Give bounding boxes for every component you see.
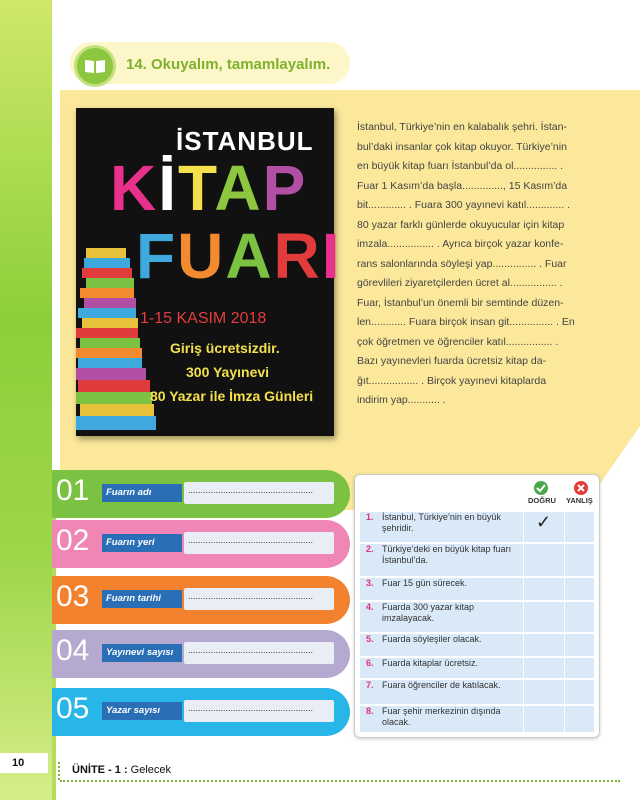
statement-number: 1. <box>366 512 374 522</box>
answer-field[interactable] <box>184 700 334 722</box>
true-cell[interactable] <box>523 658 565 678</box>
footer-divider <box>58 762 62 780</box>
statement-text: Fuara öğrenciler de katılacak. <box>382 680 501 690</box>
info-row <box>52 688 350 736</box>
row-label: Fuarın tarihi <box>102 590 182 608</box>
false-column-label: YANLIŞ <box>566 496 593 505</box>
statement-row <box>360 634 594 656</box>
statement-row <box>360 512 594 542</box>
passage-line: 80 yazar farklı günlerde okuyucular için kitap <box>357 218 565 231</box>
passage-line: çok öğretmen ve öğrenciler katıl................ . <box>357 335 559 348</box>
statement-text: Fuar şehir merkezinin dışında olacak. <box>382 706 501 727</box>
passage-line: İstanbul, Türkiye’nin en kalabalık şehri. İstan- <box>357 121 567 133</box>
poster-letter: A <box>225 220 274 292</box>
false-cell[interactable] <box>564 658 594 678</box>
row-label: Yazar sayısı <box>102 702 182 720</box>
passage-line: Fuar, İstanbul’un önemli bir semtinde düzen- <box>357 296 564 309</box>
poster-date: 1-15 KASIM 2018 <box>140 310 267 327</box>
answer-dots: .................................................. <box>188 703 314 713</box>
book-stack-illustration <box>76 248 166 438</box>
passage-line: imzala................ . Ayrıca birçok yazar konfe- <box>357 238 564 250</box>
statement-row <box>360 680 594 704</box>
true-cell[interactable] <box>523 544 565 576</box>
statement-number: 2. <box>366 544 374 554</box>
false-cell[interactable] <box>564 680 594 704</box>
footer-dotted-line <box>60 780 620 782</box>
statement-row <box>360 602 594 632</box>
row-number: 03 <box>56 580 90 613</box>
statement-number: 5. <box>366 634 374 644</box>
unit-label <box>72 764 171 776</box>
passage-line: Fuar 1 Kasım’da başla.............., 15 Kasım’da <box>357 179 568 192</box>
book-fair-poster <box>76 108 342 436</box>
statement-number: 3. <box>366 578 374 588</box>
row-number: 02 <box>56 524 90 557</box>
green-side-panel <box>0 0 52 800</box>
statement-text: İstanbul, Türkiye’nin en büyük şehridir. <box>382 512 501 533</box>
poster-letter: İ <box>158 152 178 224</box>
passage-line: rans salonlarında söyleşi yap............... . Fuar <box>357 257 567 270</box>
row-label: Fuarın yeri <box>102 534 182 552</box>
statement-number: 6. <box>366 658 374 668</box>
passage-line: bul’daki insanlar çok kitap okuyor. Türkiye’nin <box>357 140 567 153</box>
passage-line: Bazı yayınevleri fuarda ücretsiz kitap da- <box>357 355 547 367</box>
poster-letter: R <box>273 220 322 292</box>
passage-line: en büyük kitap fuarı İstanbul’da ol............... . <box>357 160 564 172</box>
reading-passage <box>357 118 615 411</box>
statement-number: 8. <box>366 706 374 716</box>
passage-line: len............ Fuara birçok insan git............... . En <box>357 316 575 328</box>
statement-text: Türkiye’deki en büyük kitap fuarı İstanbul’da. <box>382 544 512 565</box>
poster-letter: P <box>262 152 308 224</box>
poster-letter: F <box>136 220 178 292</box>
poster-letter: A <box>214 152 263 224</box>
row-number: 05 <box>56 692 90 725</box>
true-cell[interactable] <box>523 578 565 600</box>
statement-text: Fuarda kitaplar ücretsiz. <box>382 658 479 668</box>
false-cell[interactable] <box>564 544 594 576</box>
poster-fuari <box>136 220 342 292</box>
true-cell[interactable] <box>523 634 565 656</box>
false-cell[interactable] <box>564 512 594 542</box>
page-number: 10 <box>0 753 48 773</box>
true-cell[interactable] <box>523 706 565 732</box>
statement-text: Fuarda söyleşiler olacak. <box>382 634 482 644</box>
statement-text: Fuar 15 gün sürecek. <box>382 578 468 588</box>
poster-kitap <box>110 152 308 224</box>
passage-line: ğıt................. . Birçok yayınevi kitaplarda <box>357 374 547 387</box>
true-check-icon <box>532 480 550 496</box>
info-row <box>52 576 350 624</box>
poster-line-entry: Giriş ücretsizdir. <box>170 340 280 356</box>
passage-line: indirim yap........... . <box>357 394 446 406</box>
unit-bold: ÜNİTE - 1 : <box>72 764 128 776</box>
true-cell[interactable] <box>523 512 565 542</box>
true-cell[interactable] <box>523 602 565 632</box>
false-cell[interactable] <box>564 602 594 632</box>
answer-field[interactable] <box>184 482 334 504</box>
statement-row <box>360 658 594 678</box>
statement-text: Fuarda 300 yazar kitap imzalayacak. <box>382 602 475 623</box>
info-row <box>52 470 350 518</box>
answer-dots: .................................................. <box>188 591 314 601</box>
answer-field[interactable] <box>184 532 334 554</box>
info-row <box>52 520 350 568</box>
false-cell[interactable] <box>564 578 594 600</box>
false-cross-icon <box>572 480 590 496</box>
passage-line: görevlileri ziyaretçilerden ücret al................ . <box>357 277 563 289</box>
answer-dots: .................................................. <box>188 485 314 495</box>
false-cell[interactable] <box>564 706 594 732</box>
answer-dots: .................................................. <box>188 535 314 545</box>
true-column-label: DOĞRU <box>528 496 556 505</box>
false-cell[interactable] <box>564 634 594 656</box>
answer-field[interactable] <box>184 642 334 664</box>
row-number: 04 <box>56 634 90 667</box>
row-label: Yayınevi sayısı <box>102 644 182 662</box>
answer-field[interactable] <box>184 588 334 610</box>
info-row <box>52 630 350 678</box>
row-number: 01 <box>56 474 90 507</box>
true-cell[interactable] <box>523 680 565 704</box>
statement-number: 7. <box>366 680 374 690</box>
exercise-title: 14. Okuyalım, tamamlayalım. <box>126 56 331 73</box>
poster-letter: I <box>321 220 342 292</box>
poster-city: İSTANBUL <box>176 126 314 156</box>
statement-row <box>360 544 594 576</box>
poster-line-publishers: 300 Yayınevi <box>186 364 270 380</box>
answer-dots: .................................................. <box>188 645 314 655</box>
statement-row <box>360 578 594 600</box>
row-label: Fuarın adı <box>102 484 182 502</box>
poster-letter: U <box>177 220 226 292</box>
book-icon <box>74 45 116 87</box>
poster-letter: K <box>110 152 159 224</box>
statement-number: 4. <box>366 602 374 612</box>
check-mark: ✓ <box>536 512 552 532</box>
poster-line-authors: 80 Yazar ile İmza Günleri <box>150 388 314 404</box>
unit-rest: Gelecek <box>127 764 172 776</box>
passage-line: bit............. . Fuara 300 yayınevi katıl............. . <box>357 199 570 211</box>
statement-row <box>360 706 594 732</box>
poster-letter: T <box>178 152 215 224</box>
